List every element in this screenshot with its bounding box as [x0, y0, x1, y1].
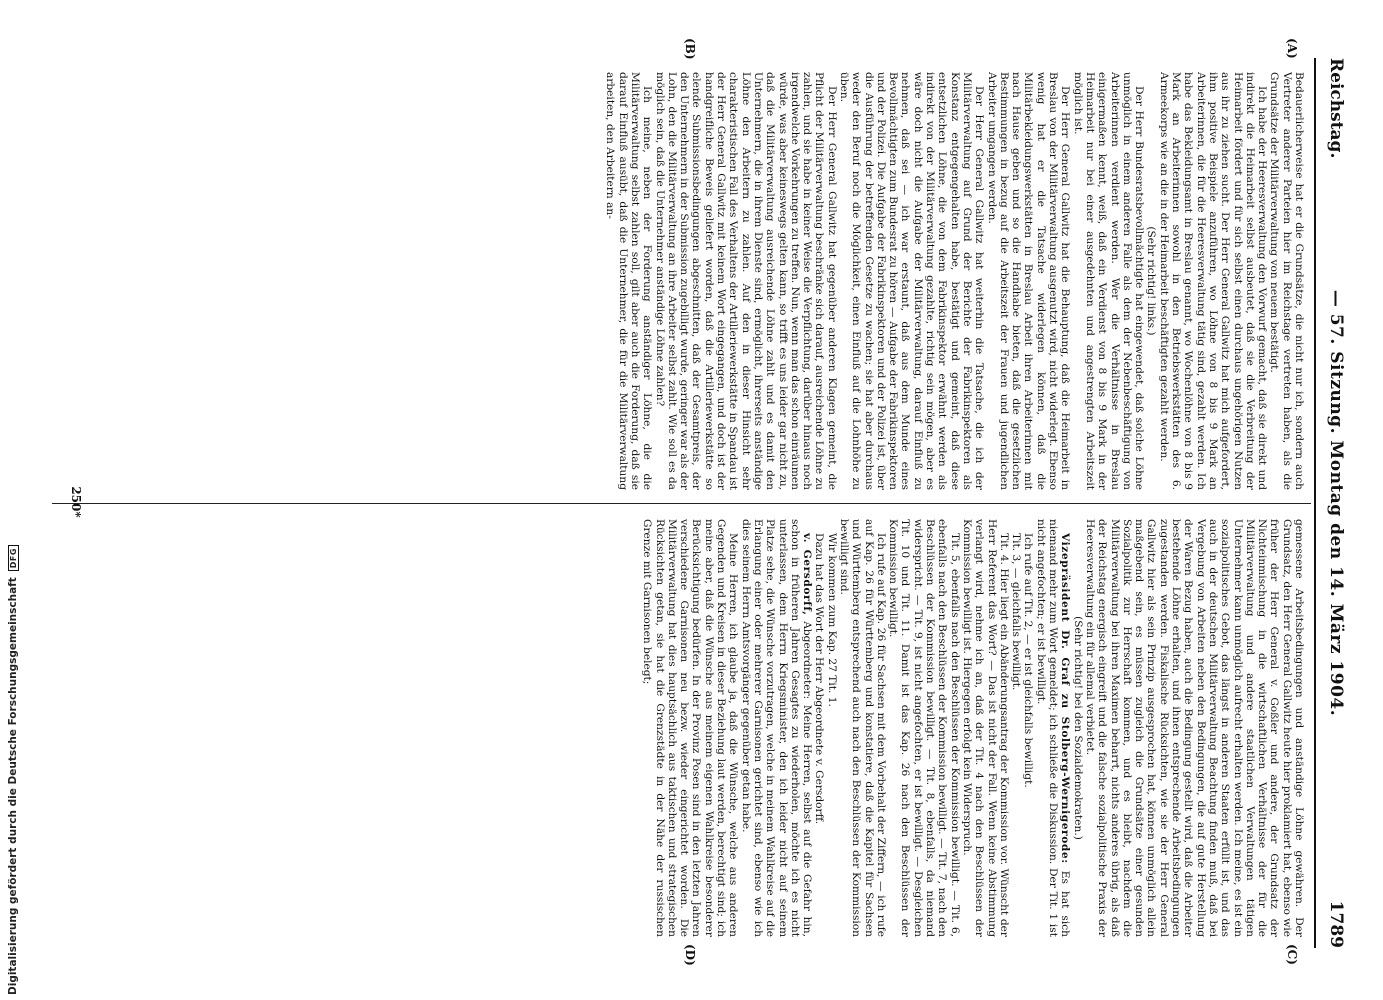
margin-marker-a: (A) — [1285, 38, 1299, 59]
printer-signature: 250* — [69, 486, 83, 518]
margin-marker-b: (B) — [683, 38, 697, 60]
paragraph: gemessene Arbeitsbedingungen und anständige Löhne gewähren. Der Grundsatz, den Herr General Gallwitz heute hier proklamiert hat, ebenso wie früher der Herr General v. Goßler und andere, der Grundsatz der Nichteinmischung in die wirtschaftlichen Verhältnisse der für die Militärverwaltung und andere staatlichen Verwaltungen tätigen Unternehmer kann unmöglich aufrecht erhalten werden. Ich meine, es ist ein sozialpolitisches Gebot, das längst in anderen Staaten erfüllt ist, und das auch in der deutschen Militärverwaltung Beachtung finden muß, daß bei Vergebung von Arbeiten neben den Bedingungen, die auf gute Herstellung der Waren Bezug haben, auch die Bedingung gestellt wird, daß die Arbeiter bestehende Löhne erhalten, und ihnen entsprechende Arbeitsbedingungen zugestanden werden. Fiskalische Rücksichten, wie sie der Herr General Gallwitz hier als sein Prinzip ausgesprochen hat, können unmöglich allein maßgebend sein, es müssen zugleich die Grundsätze einer gesunden Sozialpolitik zur Herrschaft kommen, und es bleibt, nachdem die Militärverwaltung bei ihren Maximen beharrt, nichts anderes übrig, als daß der Reichstag energisch eingreift und die falsche sozialpolitische Praxis der Heeresverwaltung ein für allemal verbietet. — [1083, 519, 1305, 937]
dfg-logo-icon: DFG — [8, 545, 19, 571]
speech-paragraph — [739, 519, 813, 937]
paragraph: Tit. 5, ebenfalls nach den Beschlüssen der Kommission bewilligt. — Tit. 6, ebenfalls nach den Beschlüssen der Kommission bewilligt. — Tit. 7, nach den Beschlüssen der Kommission bewilligt. — Tit. 8, ebenfalls, da niemand widerspricht. — Tit. 9, ist nicht angefochten, er ist bewilligt. — Desgleichen Tit. 10 und Tit. 11. Damit ist das Kap. 26 nach den Beschlüssen der Kommission bewilligt. — [887, 519, 961, 937]
page-number: 1789 — [1326, 900, 1346, 948]
paragraph: Ich habe der Heeresverwaltung den Vorwurf gemacht, daß sie direkt und indirekt die Heimarbeit selbst ausbeutet, daß sie die Verbreitung der Heimarbeit fördert und für sich selbst einen durchaus ungehörigen Nutzen aus ihr zu ziehen sucht. Der Herr General Gallwitz hat mich aufgefordert, ihm positive Beispiele anzuführen, wo Löhne von 8 bis 9 Mark an Arbeiterinnen, die für die Heeresverwaltung tätig sind, gezahlt werden. Ich habe das Bekleidungsamt in Breslau genannt, wo Wochenlöhne von 8 bis 9 Mark an Arbeiterinnen sowohl in den Betriebswerkstätten des 6. Armeekorps wie an die in der Heimarbeit beschäftigten gezahlt werden. — [1157, 72, 1269, 490]
header-title: — 57. Sitzung. Montag den 14. März 1904. — [1326, 289, 1346, 717]
paragraph: Wir kommen zum Kap. 27 Tit. 1. — [825, 533, 838, 707]
speaker-name: Vizepräsident Dr. Graf zu Stolberg-Wernigerode: — [1059, 533, 1072, 864]
speech-text: Abgeordneter: Meine Herren, selbst auf die Gefahr hin, schon in früheren Jahren Gesagtes zu wiederholen, möchte ich es nicht unterlassen, dem Herrn Kriegsminister, den ich leider nicht auf seinem Platze sehe, die Wünsche vorzutragen, welche in meinem Wahlkreise auf die Erlangung einer oder mehrerer Garnisonen gerichtet sind, ebenso wie ich dies seinem Herrn Amtsvorgänger gegenüber getan habe. — [739, 519, 814, 937]
interjection: (Sehr richtig! links.) — [1145, 226, 1158, 336]
header-left: Reichstag. — [1326, 58, 1346, 159]
paragraph: Tit. 4. Hier liegt ein Abänderungsantrag der Kommission vor. Wünscht der Herr Referent das Wort? — Das ist nicht der Fall. Wenn keine Abstimmung verlangt wird, nehme ich an, daß der Tit. 4 nach den Beschlüssen der Kommission bewilligt ist. Hiergegen erfolgt kein Widerspruch. — [960, 519, 1010, 937]
paragraph: Der Herr General Gallwitz hat gegenüber anderen Klagen gemeint, die Pflicht der Militärverwaltung beschränke sich darauf, ausreichende Löhne zu zahlen, und sie habe in keiner Weise die Verpflichtung, darüber hinaus noch irgendwelche Vorkehrungen zu treffen. Nun, wenn man das schon einräumen würde, was aber keineswegs gelten kann, so trifft es uns leider gar nicht zu, daß die Militärverwaltung ausreichende Löhne zahlt und es damit den Unternehmern, die in ihrem Dienste sind, ermöglicht, ihrerseits anständige Löhne den Arbeitern zu zahlen. Auf den in dieser Hinsicht sehr charakteristischen Fall des Verhaltens der Artilleriewerkstätte in Spandau ist der Herr General Gallwitz mit keinem Wort eingegangen, und doch ist der handgreifliche Beweis geliefert worden, daß die Artilleriewerkstätte so elende Submissionsbedingungen abgeschnitten, daß der Gesamtpreis, der den Unternehmern in der Submission zugebilligt wurde, geringer war als der Lohn, den die Militärverwaltung an ihre Arbeiter selbst zahlt. Wie soll es da möglich sein, daß die Unternehmer anständige Löhne zahlen? — [653, 72, 838, 490]
header-rule — [1314, 58, 1316, 948]
interjection: (Sehr richtig! bei den Sozialdemokraten.) — [1071, 616, 1084, 840]
paragraph: Ich rufe auf Tit. 2, — er ist gleichfalls bewilligt. — [1022, 533, 1035, 788]
paragraph: Der Herr General Gallwitz hat die Behauptung, daß die Heimarbeit in Breslau von der Militärverwaltung ausgenutzt wird, nicht widerlegt. Ebenso wenig hat er die Tatsache widerlegen können, daß die Militärbekleidungswerkstätten in Breslau Arbeit ihren Arbeiterinnen mit nach Hause geben und so die Handhabe bieten, daß die gesetzlichen Bestimmungen in bezug auf die Arbeitszeit der Frauen und jugendlichen Arbeiter umgangen werden. — [985, 72, 1072, 490]
page-header — [1319, 58, 1353, 948]
speaker-name: v. Gersdorff, — [801, 533, 814, 616]
paragraph: Der Herr General Gallwitz hat weiterhin die Tatsache, die ich der Militärverwaltung auf Grund der Berichte der Fabrikinspektoren als Konstanz entgegengehalten habe, bestätigt und gemeint, daß diese entsetzlichen Löhne, die von dem Fabrikinspektor erwähnt werden als indirekt von der Militärverwaltung gezahlte, richtig sein mögen, aber es wäre doch nicht die Aufgabe der Militärverwaltung, darauf Einfluß zu nehmen, daß sei — ich war erstaunt, daß aus dem Munde eines Bevollmächtigten zum Bundesrat zu hören — Aufgabe der Fabrikinspektoren und der Polizei. Die Aufgabe der Fabrikinspektoren und der Polizei ist, über die Ausführung der betreffenden Gesetze zu wachen; sie hat aber durchaus weder den Beruf noch die Möglichkeit, einen Einfluß auf die Lohnhöhe zu üben. — [838, 72, 986, 490]
paragraph: Ich rufe auf Kap. 26 für Sachsen mit dem Vorbehalt der Ziffern, — ich rufe auf Kap. 26 für Württemberg und konstatiere, daß die Kapitel für Sachsen und Württemberg entsprechend auch nach den Beschlüssen der Kommission bewilligt sind. — [838, 519, 887, 937]
paragraph: Bedauerlicherweise hat er die Grundsätze, die nicht nur ich, sondern auch Vertreter anderer Parteien hier im Reichstage vertreten haben, als die Grundsätze der Militärverwaltung von neuem bestätigt. — [1268, 72, 1305, 490]
left-column — [60, 72, 1305, 490]
column-divider — [52, 503, 1311, 504]
margin-marker-d: (D) — [683, 944, 697, 966]
right-column — [60, 519, 1305, 937]
digitization-credit — [4, 548, 22, 995]
paragraph: Der Herr Bundesratsbevollmächtigte hat eingewendet, daß solche Löhne unmöglich in einem anderen Falle als dem der Nebenbeschäftigung von Arbeiterinnen verdient werden. Wer die Verhältnisse in Breslau einigermaßen kennt, weiß, daß ein Verdienst von 8 bis 9 Mark in der Heimarbeit nur bei einer ausgedehnten und angestrengten Arbeitszeit möglich ist. — [1071, 72, 1146, 490]
paragraph: Dazu hat das Wort der Herr Abgeordnete v. Gersdorff. — [813, 533, 826, 825]
paragraph: Meine Herren, ich glaube ja, daß die Wünsche, welche aus anderen Gegenden und Kreisen in dieser Beziehung laut werden, berechtigt sind; ich meine aber, daß die Wünsche aus meinem eigenen Wahlkreise besonderer Berücksichtigung bedürfen. In der Provinz Posen sind in den letzten Jahren verschiedene Garnisonen neu bezw. wieder eingerichtet worden. Die Militärverwaltung hat dies hauptsächlich aus taktischen und strategischen Rücksichten getan, sie hat die Grenzstädte in der Nähe der russischen Grenze mit Garnisonen belegt; — [641, 519, 740, 937]
credit-text: Digitalisierung gefördert durch die Deutsche Forschungsgemeinschaft — [7, 577, 19, 995]
margin-marker-c: (C) — [1285, 944, 1299, 965]
speech-text: Es hat sich niemand mehr zum Wort gemeldet; ich schließe die Diskussion. Der Tit. 1 ist nicht angefochten; er ist bewilligt. — [1034, 519, 1072, 937]
paragraph: Tit. 3, — gleichfalls bewilligt. — [1010, 533, 1023, 691]
speech-paragraph — [1034, 519, 1071, 937]
paragraph: Ich meine, neben der Forderung anständiger Löhne, die die Militärverwaltung selbst zahlen soll, gilt aber auch die Forderung, daß sie darauf Einfluß ausübt, daß die Unternehmer, die für die Militärverwaltung arbeiten, den Arbeitern an- — [604, 72, 654, 490]
